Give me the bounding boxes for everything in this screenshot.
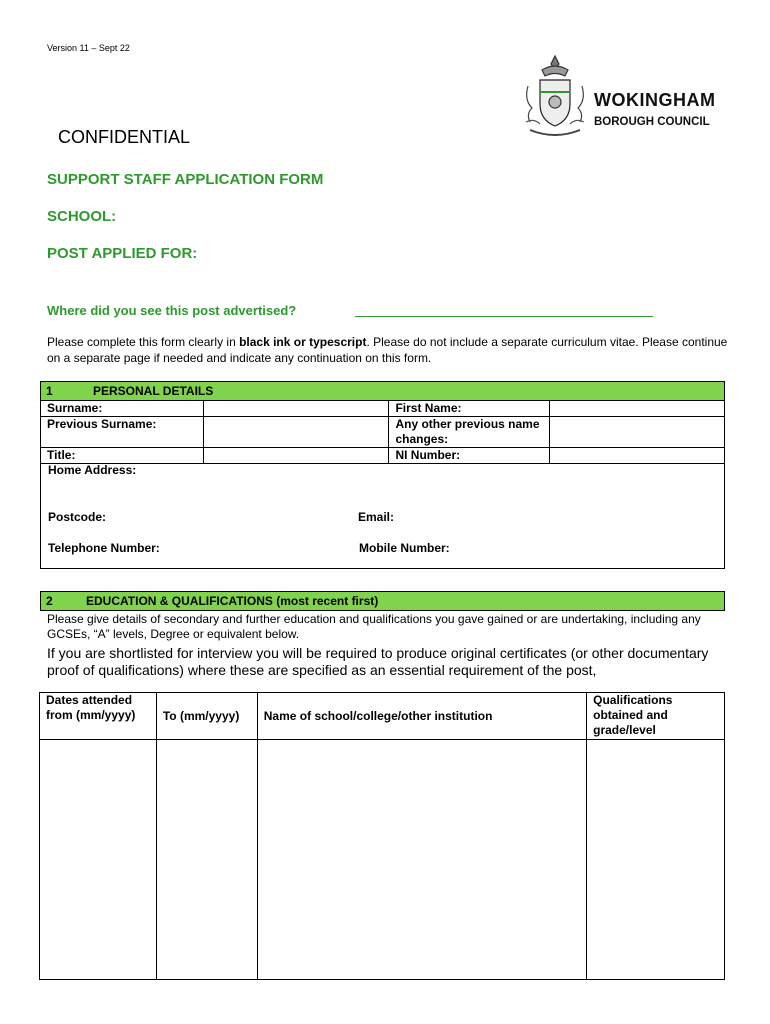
email-label: Email: — [358, 510, 395, 524]
intro-part1: Please complete this form clearly in — [47, 335, 240, 349]
mobile-label: Mobile Number: — [359, 541, 450, 555]
education-instructions: Please give details of secondary and further education and qualifications you gave gained or are undertaking, including any GCSEs, “A” levels, Degree or equivalent below. — [47, 612, 701, 641]
address-box[interactable] — [40, 463, 725, 569]
form-title: SUPPORT STAFF APPLICATION FORM — [47, 171, 324, 188]
postcode-label: Postcode: — [48, 510, 107, 524]
confidential-label: CONFIDENTIAL — [58, 127, 191, 147]
col-to-header: To (mm/yyyy) — [156, 693, 257, 740]
ni-number-field[interactable] — [550, 448, 725, 464]
section1-header — [40, 381, 725, 401]
previous-surname-field[interactable] — [203, 417, 389, 448]
advert-answer-field[interactable] — [355, 316, 653, 317]
title-field[interactable] — [203, 448, 389, 464]
intro-text — [47, 334, 737, 366]
crest-icon — [520, 52, 590, 144]
home-address-label: Home Address: — [48, 463, 137, 477]
col-from-header: Dates attended from (mm/yyyy) — [40, 693, 157, 740]
other-names-field[interactable] — [550, 417, 725, 448]
surname-field[interactable] — [203, 401, 389, 417]
previous-surname-label: Previous Surname: — [41, 417, 204, 448]
col-qualifications-header: Qualifications obtained and grade/level — [587, 693, 725, 740]
section2-header — [40, 591, 725, 611]
intro-part2: . Please do not include a separate curriculum vitae. Please continue on a separate page if needed and indicate any continuation on this form. — [47, 335, 728, 365]
section2-number: 2 — [46, 594, 53, 608]
education-table — [39, 692, 725, 980]
from-field[interactable] — [40, 740, 157, 980]
section2-title: EDUCATION & QUALIFICATIONS (most recent first) — [86, 594, 379, 608]
other-names-label: Any other previous name changes: — [389, 417, 550, 448]
personal-details-table — [40, 400, 725, 464]
school-label: SCHOOL: — [47, 208, 117, 225]
institution-field[interactable] — [257, 740, 586, 980]
council-logo — [520, 52, 720, 144]
title-label: Title: — [41, 448, 204, 464]
post-label: POST APPLIED FOR: — [47, 245, 198, 262]
first-name-field[interactable] — [550, 401, 725, 417]
intro-bold: black ink or typescript — [239, 335, 367, 349]
first-name-label: First Name: — [389, 401, 550, 417]
education-certificates-note: If you are shortlisted for interview you will be required to produce original certificates (or other documentary proof of qualifications) where these are specified as an essential requirement of the post, — [47, 645, 709, 678]
logo-subtitle: BOROUGH COUNCIL — [594, 116, 710, 128]
section1-number: 1 — [46, 384, 53, 398]
qualifications-field[interactable] — [587, 740, 725, 980]
surname-label: Surname: — [41, 401, 204, 417]
logo-name: WOKINGHAM — [594, 90, 716, 110]
version-label: Version 11 – Sept 22 — [47, 43, 130, 53]
telephone-label: Telephone Number: — [48, 541, 160, 555]
ni-number-label: NI Number: — [389, 448, 550, 464]
to-field[interactable] — [156, 740, 257, 980]
advert-question: Where did you see this post advertised? — [47, 303, 297, 318]
section1-title: PERSONAL DETAILS — [93, 384, 214, 398]
col-institution-header: Name of school/college/other institution — [257, 693, 586, 740]
